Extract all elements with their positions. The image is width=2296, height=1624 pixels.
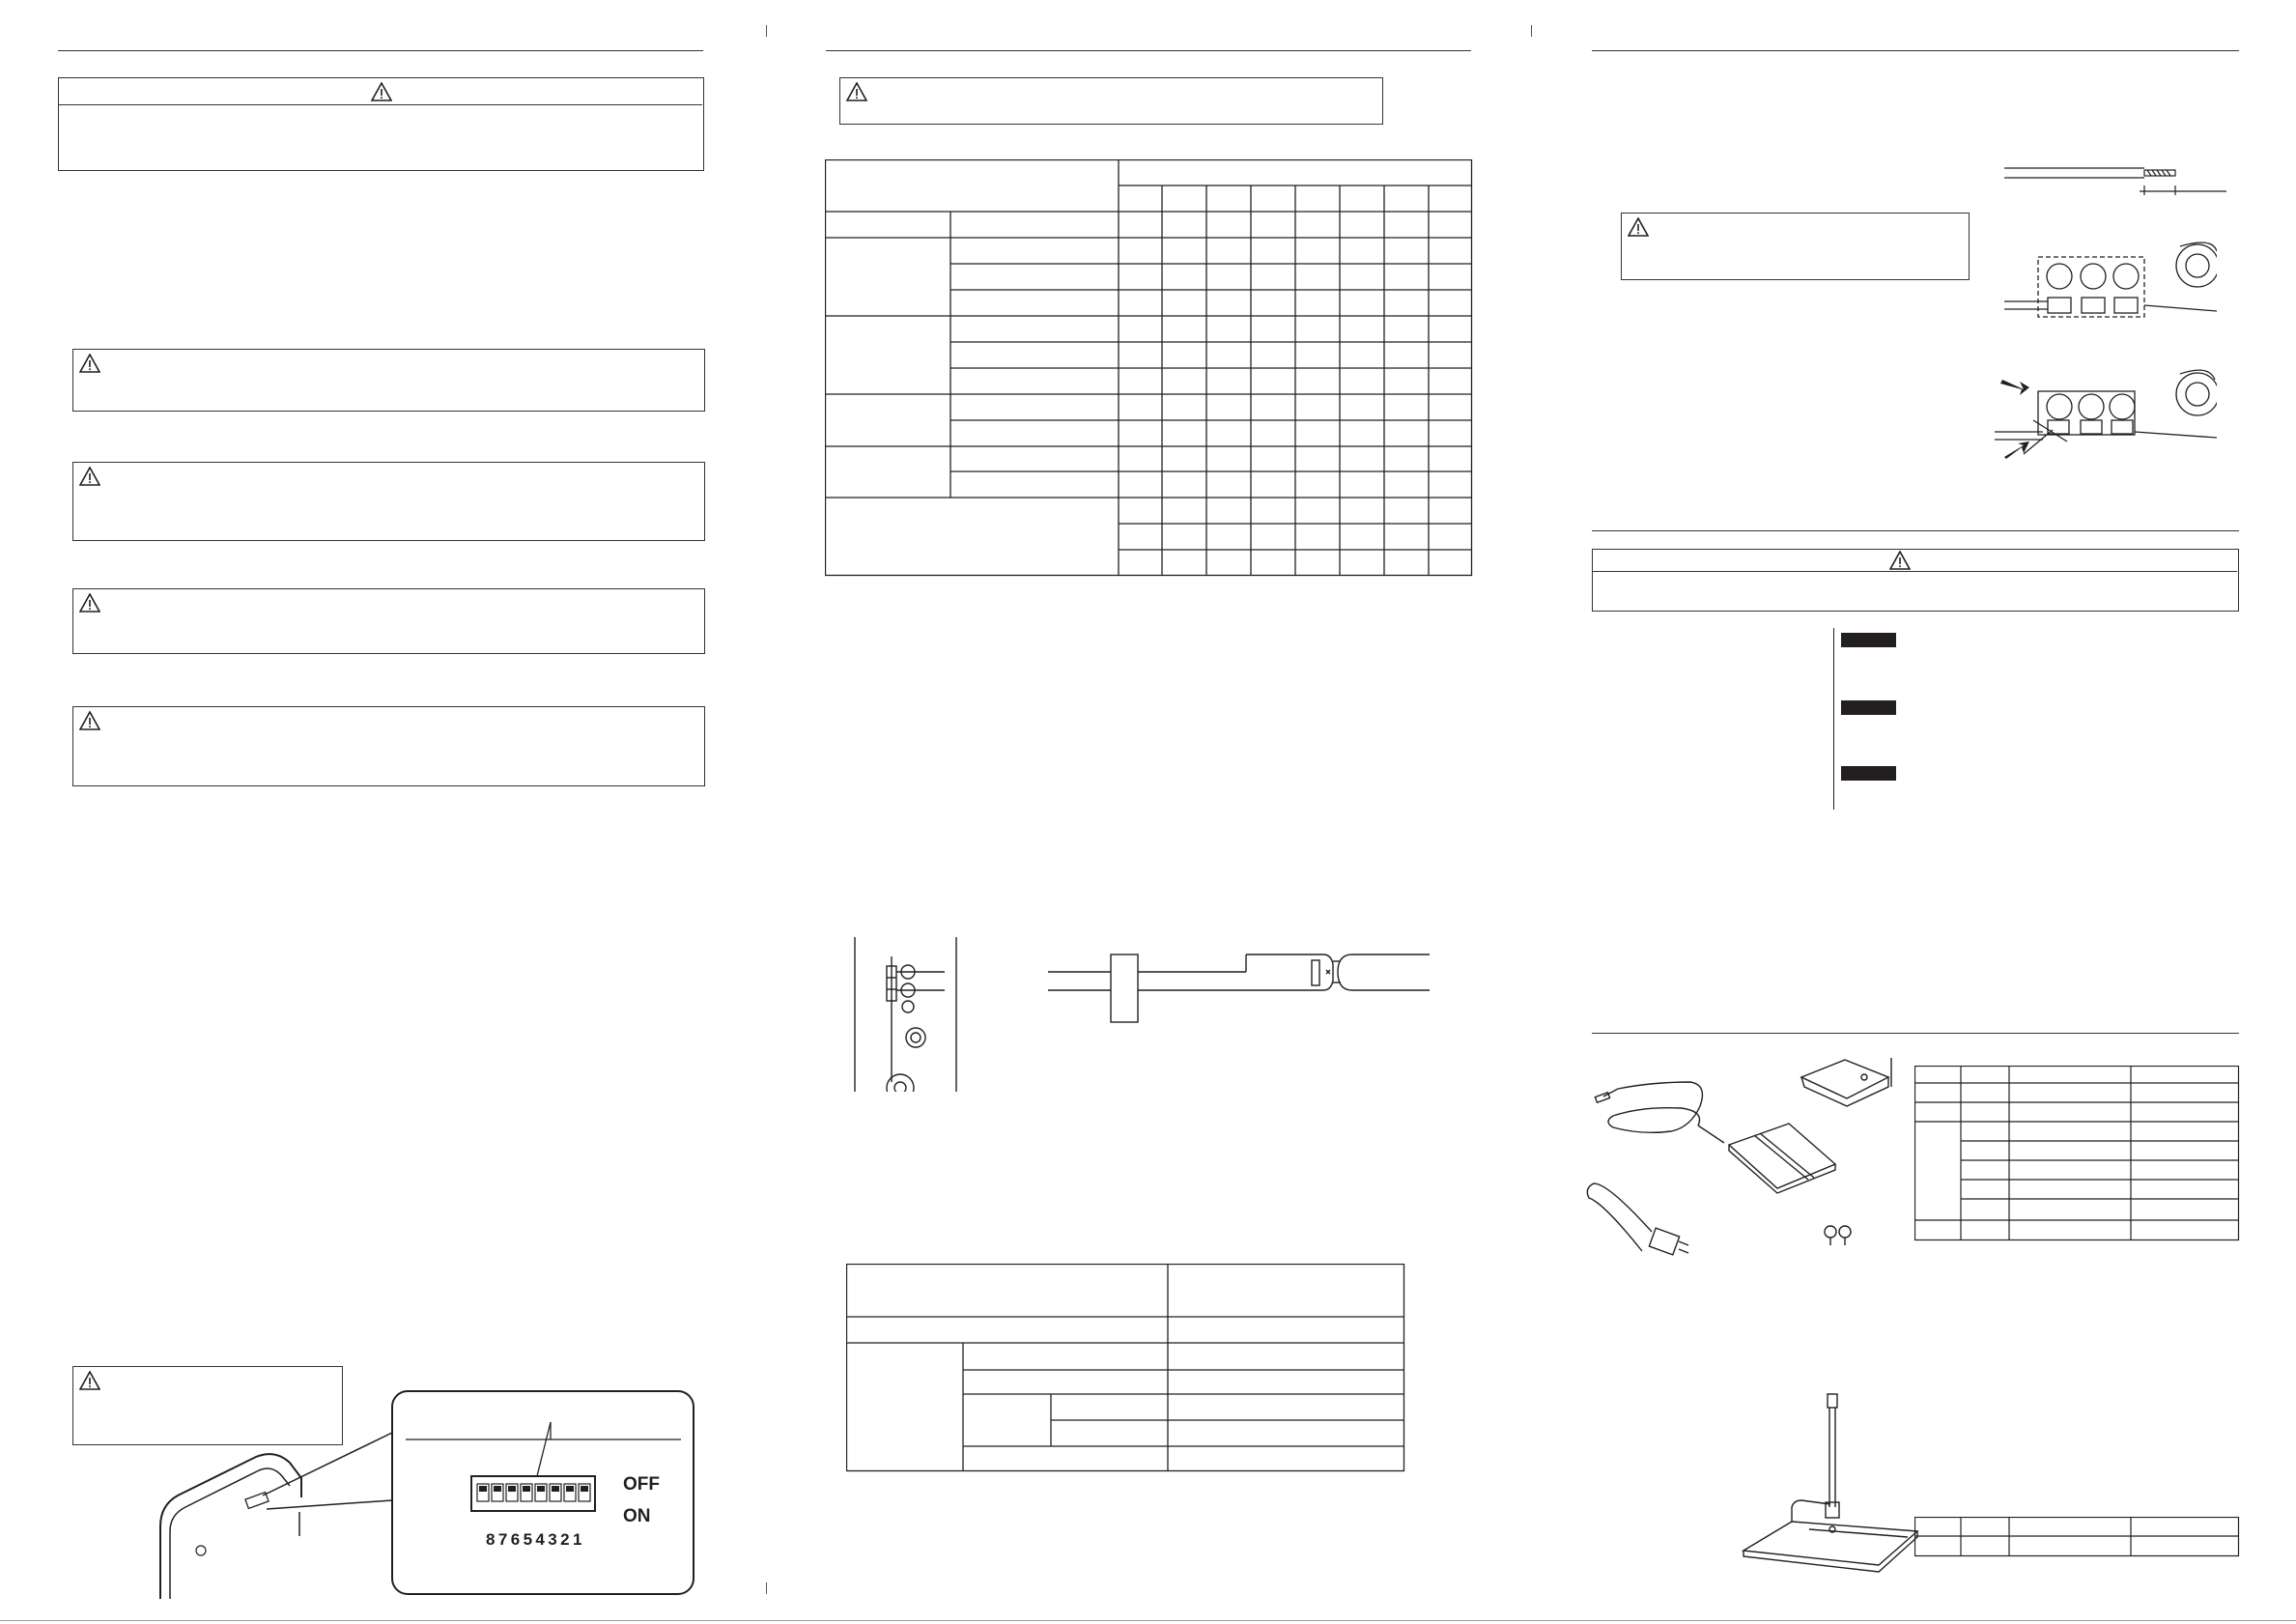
- warning-box-header-rule: [59, 104, 702, 105]
- fold-mark-2: [1531, 25, 1532, 37]
- page3-top-rule: [1592, 50, 2239, 51]
- warning-box-4: [72, 706, 705, 786]
- parts-table-2: [1914, 1517, 2240, 1558]
- dip-position-numbers: 87654321: [486, 1530, 585, 1549]
- accessories-illustration: [1584, 1048, 1903, 1266]
- fold-mark-1: [766, 25, 767, 37]
- warning-box-main: [58, 77, 704, 171]
- page-bottom-rule: [0, 1620, 2296, 1621]
- warning-triangle-icon: [79, 593, 100, 613]
- black-label-block-3: [1841, 766, 1896, 781]
- fold-mark-3: [766, 1582, 767, 1594]
- warning-box-page3-header-rule: [1593, 571, 2237, 572]
- warning-box-page3-terminal: [1621, 213, 1970, 280]
- warning-box-page2: [839, 77, 1383, 125]
- black-label-block-1: [1841, 633, 1896, 647]
- stand-illustration: [1724, 1386, 1927, 1604]
- warning-triangle-icon: [1628, 217, 1649, 237]
- page3-section-rule-2: [1592, 1033, 2239, 1034]
- label-column-rule: [1833, 628, 1834, 810]
- warning-triangle-icon: [1889, 551, 1911, 570]
- warning-triangle-icon: [79, 467, 100, 486]
- settings-grid-table: [825, 159, 1473, 578]
- black-label-block-2: [1841, 700, 1896, 715]
- page1-top-rule: [58, 50, 703, 51]
- dip-off-label: OFF: [623, 1474, 660, 1495]
- warning-box-3: [72, 588, 705, 654]
- page3-section-rule-1: [1592, 530, 2239, 531]
- parts-table-1: [1914, 1066, 2240, 1242]
- dip-on-label: ON: [623, 1506, 651, 1526]
- terminal-insertion-illustration: [1995, 362, 2217, 464]
- wiring-diagram: [850, 937, 1439, 1092]
- warning-triangle-icon: [846, 82, 867, 101]
- warning-box-page3: [1592, 549, 2239, 612]
- warning-box-1: [72, 349, 705, 412]
- spec-table-page2: [846, 1264, 1405, 1473]
- page2-top-rule: [826, 50, 1471, 51]
- warning-triangle-icon: [371, 82, 392, 101]
- terminal-block-illustration: [2004, 232, 2217, 328]
- warning-box-2: [72, 462, 705, 541]
- warning-triangle-icon: [79, 354, 100, 373]
- wire-strip-diagram: [2004, 162, 2236, 201]
- device-dip-switch-illustration: [145, 1382, 705, 1599]
- warning-triangle-icon: [79, 1371, 100, 1390]
- warning-triangle-icon: [79, 711, 100, 730]
